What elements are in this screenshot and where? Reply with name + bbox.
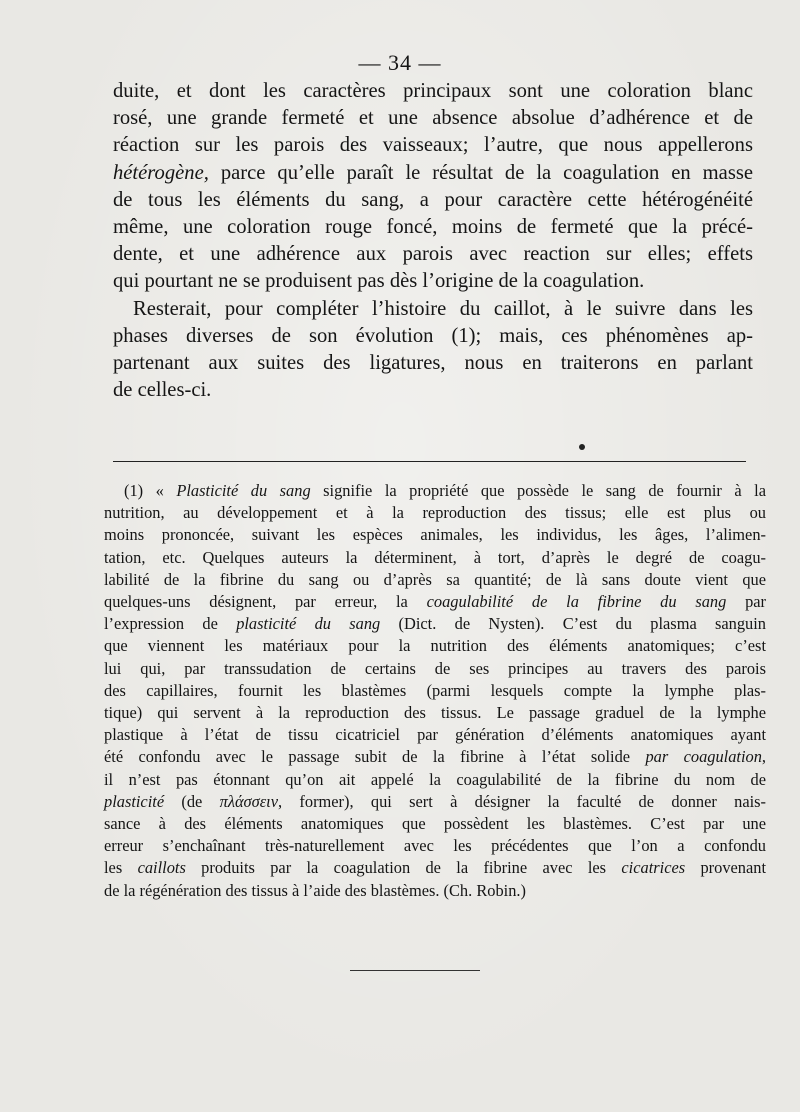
note_lines-line: nutrition, au développement et à la reproduction des tissus; elle est plus ou bbox=[104, 503, 766, 523]
footnote-separator-rule bbox=[113, 461, 746, 462]
body_lines-line: qui pourtant ne se produisent pas dès l’origine de la coagulation. bbox=[113, 270, 645, 293]
note_lines-line: des capillaires, fournit les blastèmes (parmi lesquels compte la lymphe plas- bbox=[104, 680, 766, 700]
page-number: — 34 — bbox=[358, 50, 442, 75]
note_lines-line: quelques-uns désignent, par erreur, la coagulabilité de la fibrine du sang par bbox=[104, 592, 767, 612]
note_lines-line: (1) « Plasticité du sang signifie la propriété que possède le sang de fournir à la bbox=[124, 481, 766, 500]
body_lines-line: rosé, une grande fermeté et une absence absolue d’adhérence et de bbox=[113, 107, 753, 130]
body_lines-line: hétérogène, parce qu’elle paraît le résultat de la coagulation en masse bbox=[113, 161, 753, 184]
note_lines-line: plasticité (de πλάσσειν, former), qui sert à désigner la faculté de donner nais- bbox=[104, 791, 766, 811]
note_lines-line: l’expression de plasticité du sang (Dict. de Nysten). C’est du plasma sanguin bbox=[104, 614, 767, 634]
body_lines-line: duite, et dont les caractères principaux sont une coloration blanc bbox=[113, 80, 753, 102]
note_lines-line: tique) qui servent à la reproduction des tissus. Le passage graduel de la lymphe bbox=[104, 703, 766, 723]
note_lines-line: labilité de la fibrine du sang ou d’après sa quantité; de là sans doute vient que bbox=[104, 569, 766, 589]
body_lines-line: Resterait, pour compléter l’histoire du caillot, à le suivre dans les bbox=[133, 297, 753, 320]
body_lines-line: dente, et une adhérence aux parois avec reaction sur elles; effets bbox=[113, 243, 753, 266]
body_lines-line: partenant aux suites des ligatures, nous en traiterons en parlant bbox=[113, 352, 753, 375]
footnote bbox=[104, 480, 766, 902]
end-ornament-rule bbox=[350, 970, 480, 971]
main-text bbox=[113, 78, 753, 404]
body_lines-line: de tous les éléments du sang, a pour caractère cette hétérogénéité bbox=[113, 188, 753, 211]
note_lines-line: moins prononcée, suivant les espèces animales, les individus, les âges, l’alimen- bbox=[104, 525, 766, 545]
note_lines-line: tation, etc. Quelques auteurs la déterminent, à tort, d’après le degré de coagu- bbox=[104, 547, 766, 567]
note_lines-line: erreur s’enchaînant très-naturellement avec les précédentes que l’on a confondu bbox=[104, 836, 766, 856]
body_lines-line: de celles-ci. bbox=[113, 379, 212, 402]
note_lines-line: plastique à l’état de tissu cicatriciel par génération d’éléments anatomiques ayant bbox=[104, 725, 766, 745]
note_lines-line: de la régénération des tissus à l’aide des blastèmes. (Ch. Robin.) bbox=[104, 880, 526, 900]
note_lines-line: été confondu avec le passage subit de la fibrine à l’état solide par coagulation, bbox=[104, 747, 767, 767]
ink-speck bbox=[579, 444, 585, 450]
body_lines-line: réaction sur les parois des vaisseaux; l’autre, que nous appellerons bbox=[113, 134, 753, 157]
note_lines-line: sance à des éléments anatomiques que possèdent les blastèmes. C’est par une bbox=[104, 814, 766, 834]
note_lines-line: lui qui, par transsudation de certains de ses principes au travers des parois bbox=[104, 658, 766, 678]
note_lines-line: les caillots produits par la coagulation de la fibrine avec les cicatrices provenant bbox=[104, 858, 767, 878]
body_lines-line: même, une coloration rouge foncé, moins de fermeté que la précé- bbox=[113, 216, 753, 239]
body_lines-line: phases diverses de son évolution (1); mais, ces phénomènes ap- bbox=[113, 324, 753, 347]
note_lines-line: il n’est pas étonnant qu’on ait appelé la coagulabilité de la fibrine du nom de bbox=[104, 769, 766, 789]
note_lines-line: que viennent les matériaux pour la nutrition des éléments anatomiques; c’est bbox=[104, 636, 766, 656]
